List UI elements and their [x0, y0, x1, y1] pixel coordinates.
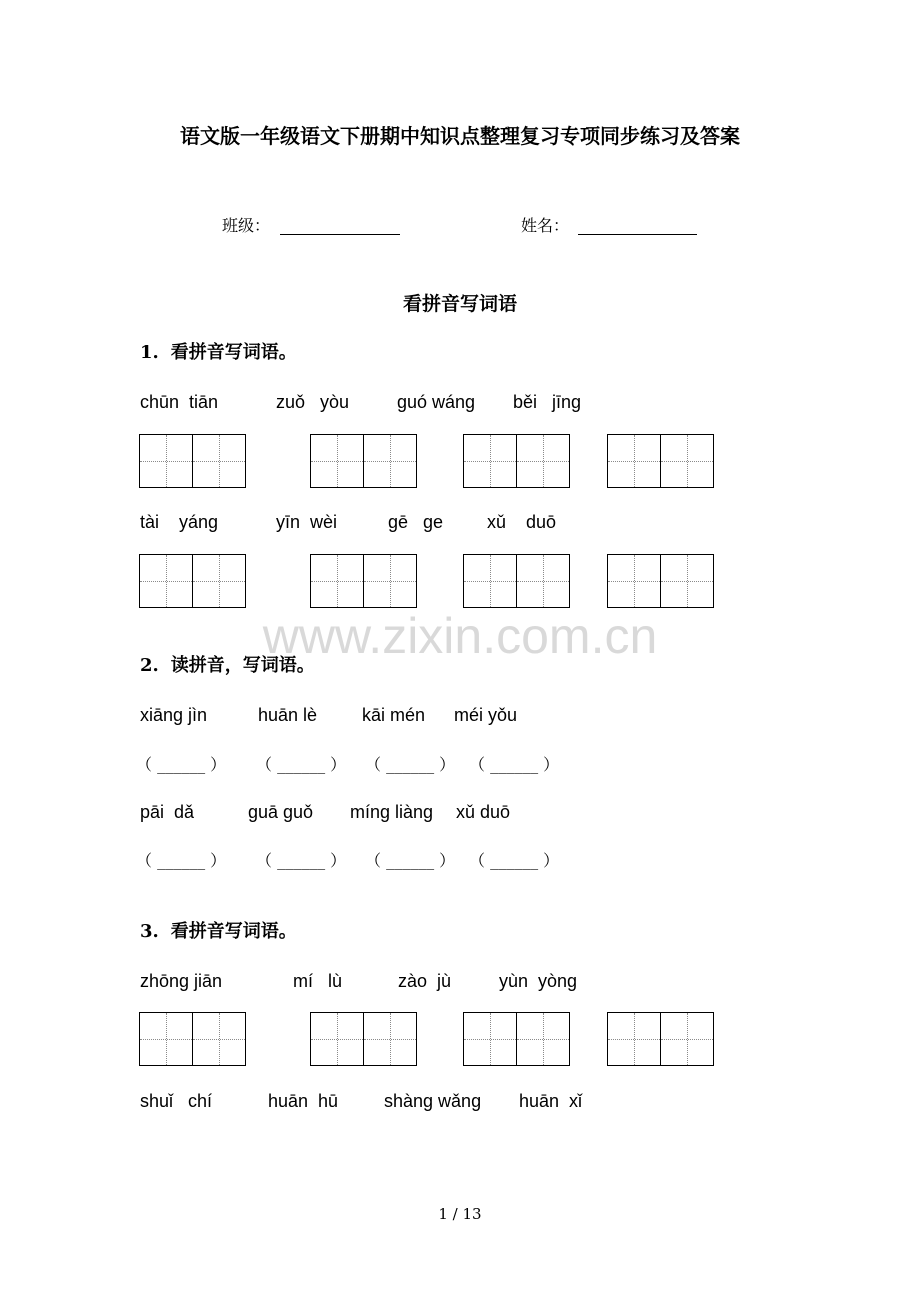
- writing-grid-box: [139, 554, 246, 608]
- question-prompt: 看拼音写词语。: [170, 342, 297, 363]
- watermark: www.zixin.com.cn: [262, 608, 658, 664]
- tian-zi-cell: [363, 555, 416, 607]
- writing-grid-box: [310, 434, 417, 488]
- answer-blank: （ ______ ）: [469, 755, 560, 774]
- writing-grid-box: [607, 434, 714, 488]
- pinyin-word: yùn yòng: [499, 971, 578, 991]
- answer-blank: （ ______ ）: [365, 851, 456, 870]
- pinyin-word: chūn tiān: [140, 392, 219, 412]
- tian-zi-cell: [608, 555, 660, 607]
- pinyin-word: gē ge: [388, 512, 444, 532]
- tian-zi-cell: [192, 555, 245, 607]
- question-prompt: 看拼音写词语。: [170, 921, 297, 942]
- tian-zi-cell: [140, 1013, 192, 1065]
- pinyin-word: shuǐ chí: [140, 1091, 213, 1111]
- tian-zi-cell: [363, 1013, 416, 1065]
- pinyin-word: huān hū: [268, 1091, 339, 1111]
- tian-zi-cell: [516, 435, 569, 487]
- answer-blank: （ ______ ）: [136, 851, 227, 870]
- pinyin-word: huān xǐ: [519, 1091, 583, 1111]
- tian-zi-cell: [660, 1013, 713, 1065]
- pinyin-word: kāi mén: [362, 705, 426, 725]
- question-prompt: 读拼音，写词语。: [170, 655, 315, 676]
- pinyin-word: xiāng jìn: [140, 705, 208, 725]
- writing-grid-box: [310, 1012, 417, 1066]
- page-number: 1 / 13: [438, 1205, 482, 1223]
- pinyin-word: zào jù: [398, 971, 452, 991]
- question-number: 2.: [140, 655, 159, 676]
- pinyin-word: shàng wǎng: [384, 1091, 482, 1111]
- pinyin-word: xǔ duō: [456, 802, 511, 822]
- pinyin-word: guā guǒ: [248, 802, 314, 822]
- pinyin-word: huān lè: [258, 705, 318, 725]
- tian-zi-cell: [311, 555, 363, 607]
- tian-zi-cell: [140, 435, 192, 487]
- question-1-label: [140, 344, 297, 362]
- answer-blank: （ ______ ）: [256, 755, 347, 774]
- tian-zi-cell: [311, 1013, 363, 1065]
- pinyin-word: xǔ duō: [487, 512, 557, 532]
- tian-zi-cell: [660, 435, 713, 487]
- class-label: 班级：: [222, 216, 271, 235]
- question-3-label: [140, 923, 297, 941]
- name-blank-line: [578, 234, 697, 235]
- pinyin-word: tài yáng: [140, 512, 219, 532]
- answer-blank: （ ______ ）: [365, 755, 456, 774]
- pinyin-word: běi jīng: [513, 392, 582, 412]
- writing-grid-box: [463, 554, 570, 608]
- tian-zi-cell: [192, 1013, 245, 1065]
- writing-grid-box: [463, 434, 570, 488]
- answer-blank: （ ______ ）: [136, 755, 227, 774]
- tian-zi-cell: [516, 555, 569, 607]
- answer-blank: （ ______ ）: [256, 851, 347, 870]
- pinyin-word: míng liàng: [350, 802, 434, 822]
- answer-blank: （ ______ ）: [469, 851, 560, 870]
- class-blank-line: [280, 234, 400, 235]
- question-number: 1.: [140, 342, 159, 363]
- tian-zi-cell: [464, 555, 516, 607]
- writing-grid-box: [139, 1012, 246, 1066]
- writing-grid-box: [607, 554, 714, 608]
- tian-zi-cell: [311, 435, 363, 487]
- tian-zi-cell: [363, 435, 416, 487]
- question-2-label: [140, 657, 315, 675]
- tian-zi-cell: [608, 435, 660, 487]
- section-heading: 看拼音写词语: [402, 293, 517, 315]
- tian-zi-cell: [660, 555, 713, 607]
- question-number: 3.: [140, 921, 159, 942]
- name-label: 姓名：: [521, 216, 570, 235]
- pinyin-word: zhōng jiān: [140, 971, 223, 991]
- writing-grid-box: [139, 434, 246, 488]
- pinyin-word: mí lù: [293, 971, 343, 991]
- tian-zi-cell: [464, 1013, 516, 1065]
- pinyin-word: guó wáng: [397, 392, 476, 412]
- pinyin-word: zuǒ yòu: [276, 392, 350, 412]
- pinyin-word: méi yǒu: [454, 705, 518, 725]
- tian-zi-cell: [140, 555, 192, 607]
- tian-zi-cell: [516, 1013, 569, 1065]
- pinyin-word: yīn wèi: [276, 512, 338, 532]
- writing-grid-box: [463, 1012, 570, 1066]
- tian-zi-cell: [608, 1013, 660, 1065]
- writing-grid-box: [310, 554, 417, 608]
- writing-grid-box: [607, 1012, 714, 1066]
- tian-zi-cell: [464, 435, 516, 487]
- tian-zi-cell: [192, 435, 245, 487]
- pinyin-word: pāi dǎ: [140, 802, 195, 822]
- document-title: 语文版一年级语文下册期中知识点整理复习专项同步练习及答案: [180, 124, 740, 148]
